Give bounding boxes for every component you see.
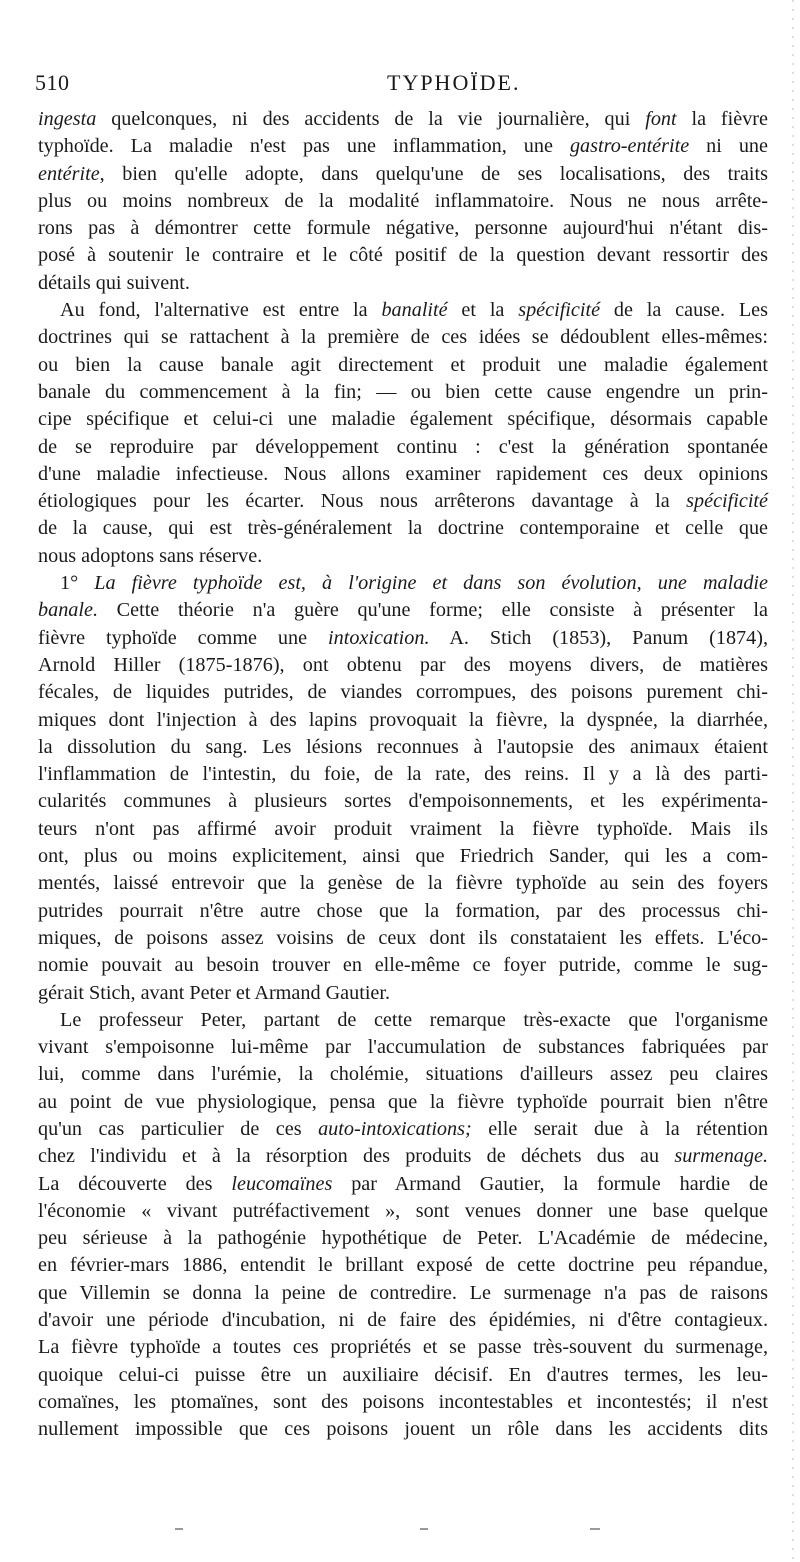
text-run: A. Stich (1853), Panum (1874), xyxy=(429,626,769,649)
text-run: teurs n'ont pas affirmé avoir produit vraiment la fièvre typhoïde. Mais ils xyxy=(38,817,768,840)
text-run: miques, de poisons assez voisins de ceux dont ils constataient les effets. L'éco- xyxy=(38,926,768,949)
text-run: cipe spécifique et celui-ci une maladie également spécifique, désormais capable xyxy=(38,408,768,431)
text-line xyxy=(38,324,768,351)
text-run: cularités communes à plusieurs sortes d'empoisonnements, et les expérimenta- xyxy=(38,790,768,813)
text-line xyxy=(38,1252,768,1279)
text-line xyxy=(38,1116,768,1143)
text-run: par Armand Gautier, la formule hardie de xyxy=(332,1172,768,1195)
italic-text: intoxication. xyxy=(328,626,430,649)
text-run: La découverte des xyxy=(38,1172,232,1195)
text-line xyxy=(38,352,768,379)
text-line xyxy=(38,707,768,734)
italic-text: gastro-entérite xyxy=(569,135,690,158)
footer-mark xyxy=(175,1528,183,1530)
text-line xyxy=(38,297,768,324)
text-run: rons pas à démontrer cette formule négative, personne aujourd'hui n'étant dis- xyxy=(38,217,768,240)
text-run: peu sérieuse à la pathogénie hypothétique de Peter. L'Académie de médecine, xyxy=(38,1227,768,1250)
text-line xyxy=(38,242,768,269)
text-line xyxy=(38,870,768,897)
text-run: nullement impossible que ces poisons jouent un rôle dans les accidents dits xyxy=(38,1418,768,1441)
text-line xyxy=(38,1362,768,1389)
text-run: nomie pouvait au besoin trouver en elle-même ce foyer putride, comme le sug- xyxy=(38,954,768,977)
text-line xyxy=(38,843,768,870)
page-edge-mark xyxy=(792,0,794,1562)
page-header xyxy=(35,70,770,104)
text-run: lui, comme dans l'urémie, la cholémie, situations d'ailleurs assez peu claires xyxy=(38,1063,768,1086)
text-line xyxy=(38,379,768,406)
text-line xyxy=(38,461,768,488)
text-line xyxy=(38,1334,768,1361)
text-run: putrides pourrait n'être autre chose que la formation, par des processus chi- xyxy=(38,899,768,922)
text-line xyxy=(38,543,768,570)
text-line xyxy=(38,1034,768,1061)
text-run: quoique celui-ci puisse être un auxiliaire décisif. En d'autres termes, les leu- xyxy=(38,1363,768,1386)
text-run: mentés, laissé entrevoir que la genèse de la fièvre typhoïde au sein des foyers xyxy=(38,872,768,895)
body-text xyxy=(38,106,768,1444)
text-run: Cette théorie n'a guère qu'une forme; elle consiste à présenter la xyxy=(98,599,768,622)
text-line xyxy=(38,188,768,215)
text-run: plus ou moins nombreux de la modalité inflammatoire. Nous ne nous arrête- xyxy=(38,189,768,212)
text-line xyxy=(38,652,768,679)
text-line xyxy=(38,679,768,706)
italic-text: leucomaïnes xyxy=(231,1172,333,1195)
text-line xyxy=(38,161,768,188)
text-run: chez l'individu et à la résorption des produits de déchets dus au xyxy=(38,1145,675,1168)
text-run: Au fond, l'alternative est entre la xyxy=(60,299,382,322)
text-line xyxy=(38,1280,768,1307)
text-line xyxy=(38,1143,768,1170)
text-run: de se reproduire par développement continu : c'est la génération spontanée xyxy=(38,435,768,458)
text-run: la fièvre xyxy=(676,108,768,130)
text-line xyxy=(38,925,768,952)
text-line xyxy=(38,761,768,788)
running-title: TYPHOÏDE. xyxy=(387,70,521,95)
text-run: étiologiques pour les écarter. Nous nous arrêterons davantage à la xyxy=(38,490,687,513)
italic-text: ingesta xyxy=(38,108,97,130)
text-line xyxy=(38,515,768,542)
italic-text: banale. xyxy=(38,599,98,622)
text-run: que Villemin se donna la peine de contredire. Le surmenage n'a pas de raisons xyxy=(38,1281,768,1304)
italic-text: spécificité xyxy=(518,299,601,322)
text-run: de la cause. Les xyxy=(600,299,768,322)
text-run: nous adoptons sans réserve. xyxy=(38,544,263,567)
text-run: fièvre typhoïde comme une xyxy=(38,626,329,649)
text-line xyxy=(38,106,768,133)
page-number: 510 xyxy=(35,70,70,95)
text-line xyxy=(38,1198,768,1225)
text-line xyxy=(38,816,768,843)
text-line xyxy=(38,215,768,242)
text-line xyxy=(38,488,768,515)
text-line xyxy=(38,1389,768,1416)
text-line xyxy=(38,980,768,1007)
text-run: l'inflammation de l'intestin, du foie, de la rate, des reins. Il y a là des parti- xyxy=(38,763,768,786)
text-run: comaïnes, les ptomaïnes, sont des poisons incontestables et incontestés; il n'est xyxy=(38,1390,768,1413)
text-line xyxy=(38,406,768,433)
text-run: ont, plus ou moins explicitement, ainsi que Friedrich Sander, qui les a com- xyxy=(38,845,768,868)
italic-text: font xyxy=(645,108,677,130)
text-line xyxy=(38,1007,768,1034)
text-run: Arnold Hiller (1875-1876), ont obtenu par des moyens divers, de matières xyxy=(38,653,768,676)
text-run: au point de vue physiologique, pensa que la fièvre typhoïde pourrait bien n'être xyxy=(38,1090,768,1113)
text-run: d'avoir une période d'incubation, ni de faire des épidémies, ni d'être contagieux. xyxy=(38,1309,768,1332)
text-line xyxy=(38,898,768,925)
text-run: d'une maladie infectieuse. Nous allons examiner rapidement ces deux opinions xyxy=(38,462,768,485)
text-run: la dissolution du sang. Les lésions reconnues à l'autopsie des animaux étaient xyxy=(38,735,768,758)
text-line xyxy=(38,270,768,297)
text-run: La fièvre typhoïde a toutes ces propriétés et se passe très-souvent du surmenage, xyxy=(38,1336,768,1359)
text-line xyxy=(38,597,768,624)
footer-mark xyxy=(420,1528,428,1530)
text-run: doctrines qui se rattachent à la première de ces idées se dédoublent elles-mêmes: xyxy=(38,326,768,349)
text-run: , bien qu'elle adopte, dans quelqu'une de ses localisations, des traits xyxy=(99,162,768,185)
text-line xyxy=(38,1171,768,1198)
text-line xyxy=(38,570,768,597)
text-line xyxy=(38,788,768,815)
text-run: et la xyxy=(447,299,519,322)
italic-text: spécificité xyxy=(686,490,768,513)
text-run: posé à soutenir le contraire et le côté positif de la question devant ressortir des xyxy=(38,244,768,267)
text-line xyxy=(38,734,768,761)
text-run: qu'un cas particulier de ces xyxy=(38,1117,319,1140)
text-run: détails qui suivent. xyxy=(38,271,190,294)
text-run: de la cause, qui est très-généralement la doctrine contemporaine et celle que xyxy=(38,517,768,540)
text-run: vivant s'empoisonne lui-même par l'accumulation de substances fabriquées par xyxy=(38,1036,768,1059)
text-run: elle serait due à la rétention xyxy=(471,1117,768,1140)
text-run: 1° xyxy=(60,572,95,595)
text-run: miques dont l'injection à des lapins provoquait la fièvre, la dyspnée, la diarrhée, xyxy=(38,708,768,731)
text-run: l'économie « vivant putréfactivement », sont venues donner une base quelque xyxy=(38,1199,768,1222)
text-line xyxy=(38,133,768,160)
text-run: ni une xyxy=(689,135,768,158)
text-line xyxy=(38,625,768,652)
text-line xyxy=(38,1089,768,1116)
text-run: typhoïde. La maladie n'est pas une inflammation, une xyxy=(38,135,570,158)
text-line xyxy=(38,1061,768,1088)
italic-text: La fièvre typhoïde est, à l'origine et dans son évolution, une maladie xyxy=(94,572,769,595)
text-run: gérait Stich, avant Peter et Armand Gautier. xyxy=(38,981,391,1004)
text-run: en février-mars 1886, entendit le brillant exposé de cette doctrine peu répandue, xyxy=(38,1254,768,1277)
text-line xyxy=(38,434,768,461)
text-run: fécales, de liquides putrides, de viandes corrompues, des poisons purement chi- xyxy=(38,681,768,704)
text-line xyxy=(38,952,768,979)
text-run: quelconques, ni des accidents de la vie journalière, qui xyxy=(96,108,646,130)
text-line xyxy=(38,1416,768,1443)
text-run: banale du commencement à la fin; — ou bien cette cause engendre un prin- xyxy=(38,380,768,403)
text-line xyxy=(38,1225,768,1252)
italic-text: auto-intoxications; xyxy=(318,1117,472,1140)
italic-text: surmenage. xyxy=(674,1145,768,1168)
italic-text: banalité xyxy=(381,299,448,322)
text-line xyxy=(38,1307,768,1334)
text-run: Le professeur Peter, partant de cette remarque très-exacte que l'organisme xyxy=(60,1008,768,1031)
text-run: ou bien la cause banale agit directement et produit une maladie également xyxy=(38,353,768,376)
italic-text: entérite xyxy=(38,162,100,185)
footer-mark xyxy=(590,1528,600,1530)
